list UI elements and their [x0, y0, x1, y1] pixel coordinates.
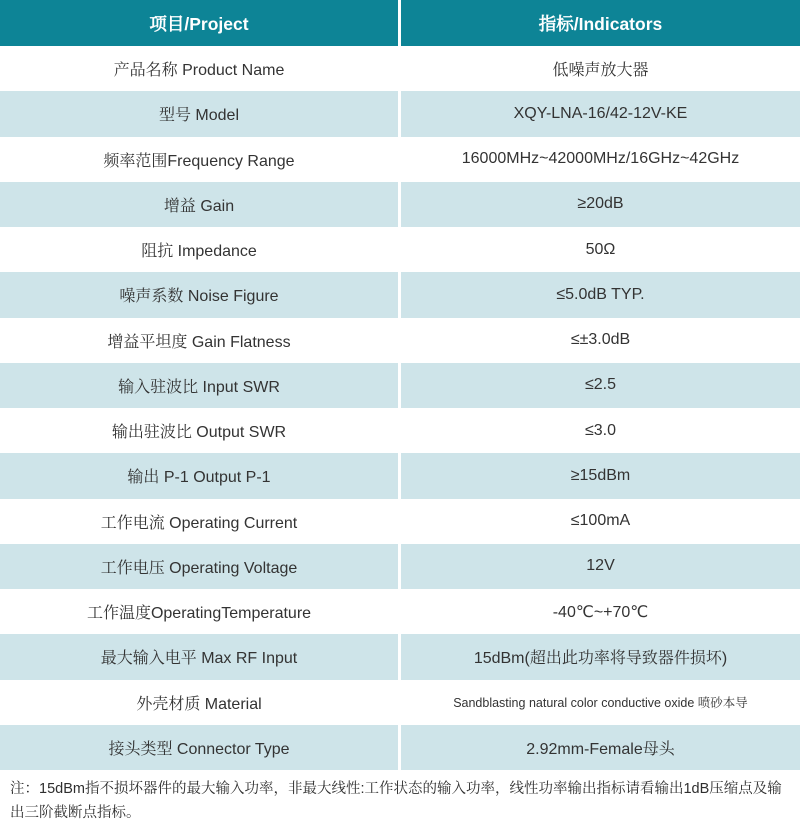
- table-row: [0, 725, 800, 770]
- row-value: ≤±3.0dB: [401, 318, 800, 363]
- row-label: 增益平坦度 Gain Flatness: [0, 318, 398, 363]
- row-value: ≥15dBm: [401, 453, 800, 498]
- spec-table-body: [0, 46, 800, 770]
- row-label: 工作电流 Operating Current: [0, 499, 398, 544]
- row-value: 2.92mm-Female母头: [401, 725, 800, 770]
- row-label: 接头类型 Connector Type: [0, 725, 398, 770]
- footnote: 注：15dBm指不损坏器件的最大输入功率，非最大线性:工作状态的输入功率，线性功率输出指标请看输出1dB压缩点及输出三阶截断点指标。: [0, 770, 800, 828]
- row-value: ≤3.0: [401, 408, 800, 453]
- table-row: [0, 589, 800, 634]
- row-value: Sandblasting natural color conductive oxide 喷砂本导: [401, 680, 800, 725]
- row-label: 阻抗 Impedance: [0, 227, 398, 272]
- row-value: ≤2.5: [401, 363, 800, 408]
- row-value: 16000MHz~42000MHz/16GHz~42GHz: [401, 137, 800, 182]
- row-value: ≤100mA: [401, 499, 800, 544]
- row-label: 最大输入电平 Max RF Input: [0, 634, 398, 679]
- table-header-row: [0, 0, 800, 46]
- row-label: 输入驻波比 Input SWR: [0, 363, 398, 408]
- row-value: 低噪声放大器: [401, 46, 800, 91]
- row-value: ≤5.0dB TYP.: [401, 272, 800, 317]
- table-row: [0, 46, 800, 91]
- row-value: 50Ω: [401, 227, 800, 272]
- table-row: [0, 182, 800, 227]
- table-row: [0, 137, 800, 182]
- row-value: XQY-LNA-16/42-12V-KE: [401, 91, 800, 136]
- row-label: 输出 P-1 Output P-1: [0, 453, 398, 498]
- row-label: 产品名称 Product Name: [0, 46, 398, 91]
- table-row: [0, 408, 800, 453]
- row-label: 增益 Gain: [0, 182, 398, 227]
- row-value: ≥20dB: [401, 182, 800, 227]
- table-row: [0, 499, 800, 544]
- row-value: -40℃~+70℃: [401, 589, 800, 634]
- table-row: [0, 318, 800, 363]
- table-row: [0, 634, 800, 679]
- row-label: 外壳材质 Material: [0, 680, 398, 725]
- row-label: 工作电压 Operating Voltage: [0, 544, 398, 589]
- table-row: [0, 453, 800, 498]
- row-label: 频率范围Frequency Range: [0, 137, 398, 182]
- row-value: 15dBm(超出此功率将导致器件损坏): [401, 634, 800, 679]
- row-label: 输出驻波比 Output SWR: [0, 408, 398, 453]
- header-indicators-column: 指标/Indicators: [401, 0, 800, 46]
- table-row: [0, 363, 800, 408]
- row-label: 型号 Model: [0, 91, 398, 136]
- table-row: [0, 91, 800, 136]
- table-row: [0, 227, 800, 272]
- table-row: [0, 272, 800, 317]
- header-project-column: 项目/Project: [0, 0, 398, 46]
- row-label: 工作温度OperatingTemperature: [0, 589, 398, 634]
- table-row: [0, 680, 800, 725]
- row-value: 12V: [401, 544, 800, 589]
- row-label: 噪声系数 Noise Figure: [0, 272, 398, 317]
- table-row: [0, 544, 800, 589]
